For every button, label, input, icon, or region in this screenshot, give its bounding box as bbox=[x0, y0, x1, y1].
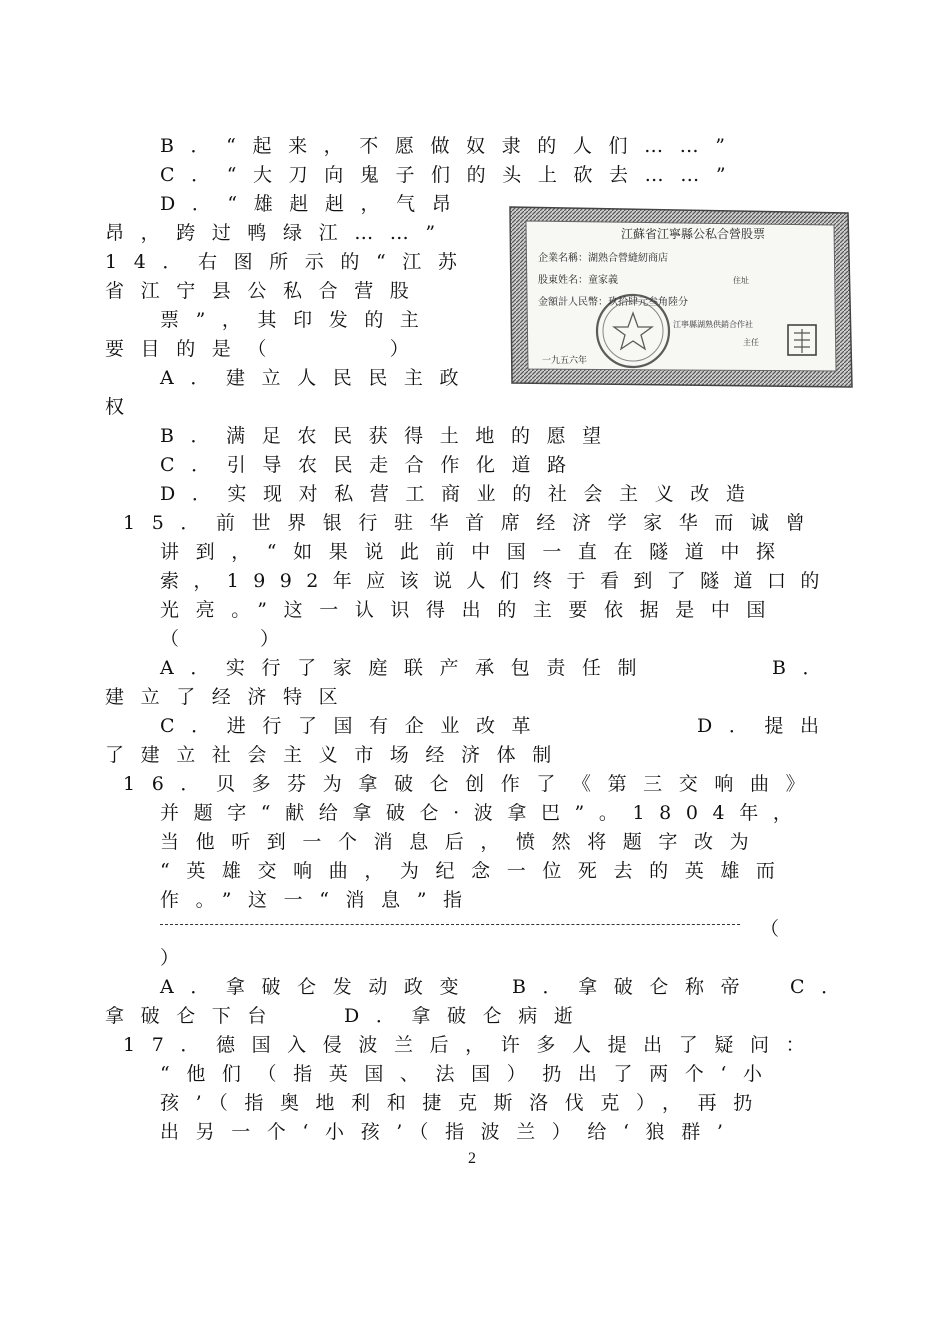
option-c-q14: C．引导农民走合作化道路 bbox=[160, 454, 583, 476]
question-16-line: 作。”这一“消息”指 bbox=[160, 889, 479, 911]
question-15-line: （ ） bbox=[160, 628, 286, 650]
question-16-line: 16．贝多芬为拿破仑创作了《第三交响曲》 bbox=[123, 773, 822, 795]
question-16-bracket-open: （ bbox=[760, 918, 780, 940]
option-d-q13: D．“雄赳赳，气昂 bbox=[160, 193, 468, 215]
question-15-line: 索，1992年应该说人们终于看到了隧道口的 bbox=[160, 570, 834, 592]
question-16-line: 当他听到一个消息后，愤然将题字改为 bbox=[160, 831, 766, 853]
page-number: 2 bbox=[468, 1150, 476, 1167]
option-d-q13-cont: 昂，跨过鸭绿江……” bbox=[105, 222, 452, 244]
option-c-q16: C． bbox=[790, 976, 857, 998]
question-16-bracket-close: ） bbox=[160, 947, 180, 969]
option-d-q15-cont: 了建立社会主义市场经济体制 bbox=[105, 744, 568, 766]
certificate-address: 住址 bbox=[733, 276, 749, 285]
option-a-q15: A．实行了家庭联产承包责任制 bbox=[160, 657, 654, 679]
option-c-q15: C．进行了国有企业改革 bbox=[160, 715, 548, 737]
certificate-company: 企業名稱：湖熟合營縫紉商店 bbox=[538, 253, 668, 264]
question-17-line: 17．德国入侵波兰后，许多人提出了疑问： bbox=[123, 1034, 822, 1056]
option-b-q16: B．拿破仑称帝 bbox=[512, 976, 757, 998]
question-17-line: 孩’（指奥地利和捷克斯洛伐克），再扔 bbox=[160, 1092, 769, 1114]
certificate-title: 江蘇省江寧縣公私合營股票 bbox=[620, 227, 766, 241]
question-14-line: 票”，其印发的主 bbox=[160, 309, 436, 331]
option-c-q16-cont: 拿破仑下台 bbox=[105, 1005, 284, 1027]
option-a-q14-cont: 权 bbox=[105, 396, 141, 418]
question-15-line: 15．前世界银行驻华首席经济学家华而诚曾 bbox=[123, 512, 822, 534]
option-d-q15: D．提出 bbox=[697, 715, 836, 737]
option-b-q14: B．满足农民获得土地的愿望 bbox=[160, 425, 618, 447]
option-d-q14: D．实现对私营工商业的社会主义改造 bbox=[160, 483, 762, 505]
question-17-line: “他们（指英国、法国）扔出了两个‘小 bbox=[160, 1063, 779, 1085]
certificate-director: 主任 bbox=[743, 338, 759, 347]
question-15-line: 讲到，“如果说此前中国一直在隧道中探 bbox=[160, 541, 792, 563]
option-b-q15-cont: 建立了经济特区 bbox=[105, 686, 355, 708]
question-14-line: 省江宁县公私合营股 bbox=[105, 280, 426, 302]
question-14-line: 要目的是（ ） bbox=[105, 338, 426, 360]
option-a-q16: A．拿破仑发动政变 bbox=[160, 976, 476, 998]
option-d-q16: D．拿破仑病逝 bbox=[344, 1005, 590, 1027]
option-b-q15: B． bbox=[772, 657, 839, 679]
certificate-issuer: 江寧縣湖熟供銷合作社 bbox=[673, 320, 753, 329]
question-16-line: “英雄交响曲，为纪念一位死去的英雄而 bbox=[160, 860, 792, 882]
answer-dash-line bbox=[160, 924, 740, 925]
certificate-holder: 股東姓名：童家義 bbox=[538, 275, 618, 286]
option-b-q13: B．“起来，不愿做奴隶的人们……” bbox=[160, 135, 742, 157]
question-15-line: 光亮。”这一认识得出的主要依据是中国 bbox=[160, 599, 783, 621]
question-16-line: 并题字“献给拿破仑·波拿巴”。1804年， bbox=[160, 802, 807, 824]
question-17-line: 出另一个‘小孩’（指波兰）给‘狼群’ bbox=[160, 1121, 740, 1143]
share-certificate-image bbox=[508, 203, 853, 390]
option-a-q14: A．建立人民民主政 bbox=[160, 367, 476, 389]
question-14-line: 14．右图所示的“江苏 bbox=[105, 251, 474, 273]
certificate-amount: 金額計人民幣：玖拾肆元叁角陸分 bbox=[538, 297, 688, 308]
certificate-date: 一九五六年 bbox=[542, 356, 588, 366]
option-c-q13: C．“大刀向鬼子们的头上砍去……” bbox=[160, 164, 743, 186]
